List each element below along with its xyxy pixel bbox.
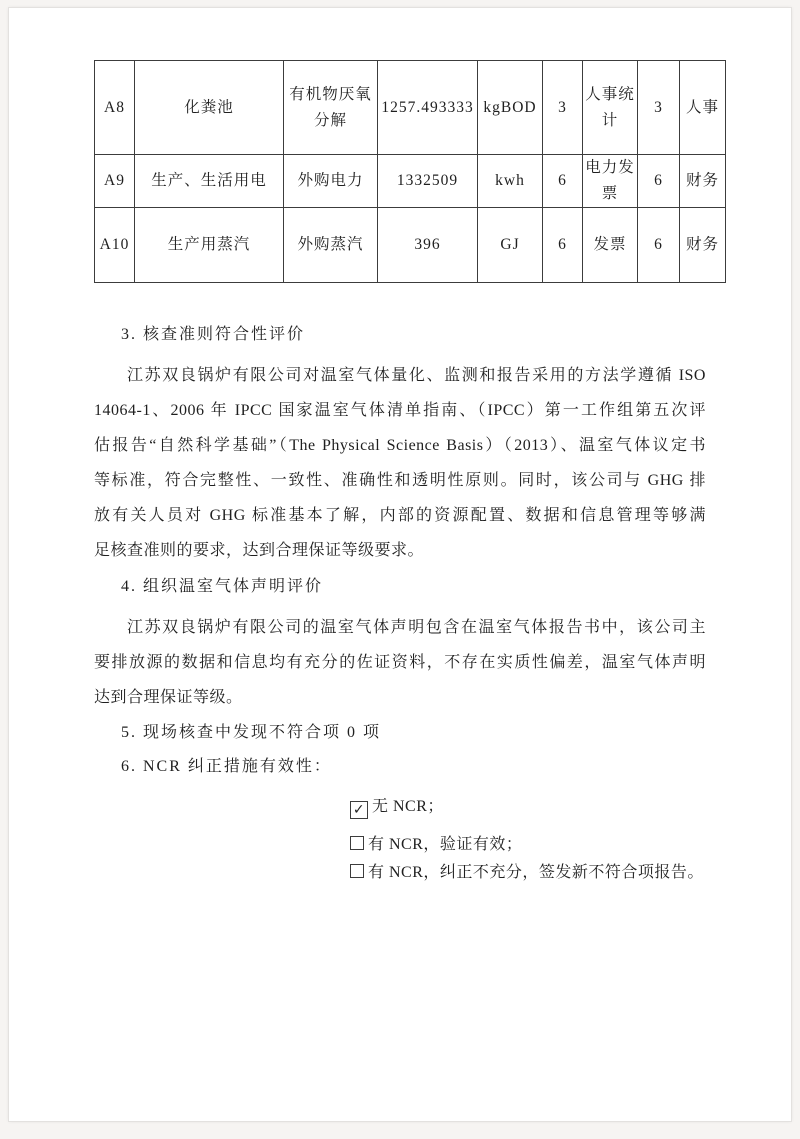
section-3-heading: 3. 核查准则符合性评价 bbox=[121, 326, 306, 343]
ncr-option bbox=[350, 795, 706, 819]
cell-source: 生产用蒸汽 bbox=[135, 208, 284, 283]
cell-id: A10 bbox=[95, 208, 135, 283]
ncr-option-label: 无 NCR； bbox=[372, 798, 444, 815]
section-4-heading: 4. 组织温室气体声明评价 bbox=[121, 578, 324, 595]
cell-frequency: 6 bbox=[543, 208, 583, 283]
paragraph-line: 等标准，符合完整性、一致性、准确性和透明性原则。同时，该公司与 GHG 排 bbox=[94, 472, 706, 489]
cell-source: 化粪池 bbox=[135, 61, 284, 155]
checkbox-icon bbox=[350, 836, 364, 850]
cell-category: 有机物厌氧分解 bbox=[284, 61, 378, 155]
checkbox-icon bbox=[350, 801, 368, 819]
cell-department: 财务 bbox=[680, 208, 726, 283]
paragraph-line: 要排放源的数据和信息均有充分的佐证资料，不存在实质性偏差，温室气体声明 bbox=[94, 654, 706, 671]
cell-department: 财务 bbox=[680, 155, 726, 208]
cell-department: 人事 bbox=[680, 61, 726, 155]
section-6-heading: 6. NCR 纠正措施有效性： bbox=[121, 758, 332, 775]
ncr-option-label: 有 NCR，验证有效； bbox=[368, 836, 523, 853]
paragraph-line: 足核查准则的要求，达到合理保证等级要求。 bbox=[94, 542, 425, 559]
check-icon: ✓ bbox=[352, 802, 366, 818]
table-row bbox=[95, 155, 726, 208]
paragraph-line: 估报告“自然科学基础”（The Physical Science Basis）（2013）、温室气体议定书 bbox=[94, 437, 706, 454]
table-row bbox=[95, 208, 726, 283]
cell-id: A9 bbox=[95, 155, 135, 208]
checkbox-icon bbox=[350, 864, 364, 878]
section-4-paragraph bbox=[94, 610, 706, 715]
cell-frequency-2: 6 bbox=[638, 155, 680, 208]
cell-evidence: 发票 bbox=[583, 208, 638, 283]
cell-evidence: 电力发票 bbox=[583, 155, 638, 208]
table-row bbox=[95, 61, 726, 155]
cell-id: A8 bbox=[95, 61, 135, 155]
paragraph-line: 江苏双良锅炉有限公司对温室气体量化、监测和报告采用的方法学遵循 ISO bbox=[127, 367, 706, 384]
ncr-option bbox=[350, 859, 706, 887]
cell-frequency: 6 bbox=[543, 155, 583, 208]
cell-value: 1257.493333 bbox=[378, 61, 478, 155]
cell-value: 396 bbox=[378, 208, 478, 283]
cell-unit: kwh bbox=[478, 155, 543, 208]
verification-data-table bbox=[94, 60, 726, 283]
cell-category: 外购蒸汽 bbox=[284, 208, 378, 283]
cell-unit: GJ bbox=[478, 208, 543, 283]
ncr-option-label: 有 NCR，纠正不充分，签发新不符合项报告。 bbox=[368, 864, 704, 881]
paragraph-line: 14064-1、2006 年 IPCC 国家温室气体清单指南、（IPCC）第一工作组第五次评 bbox=[94, 402, 706, 419]
cell-frequency-2: 3 bbox=[638, 61, 680, 155]
cell-category: 外购电力 bbox=[284, 155, 378, 208]
paragraph-line: 放有关人员对 GHG 标准基本了解，内部的资源配置、数据和信息管理等够满 bbox=[94, 507, 706, 524]
section-5-heading: 5. 现场核查中发现不符合项 0 项 bbox=[121, 724, 382, 741]
document-page bbox=[9, 8, 791, 1121]
paragraph-line: 达到合理保证等级。 bbox=[94, 689, 243, 706]
ncr-options bbox=[350, 795, 706, 887]
cell-value: 1332509 bbox=[378, 155, 478, 208]
cell-source: 生产、生活用电 bbox=[135, 155, 284, 208]
cell-frequency-2: 6 bbox=[638, 208, 680, 283]
cell-frequency: 3 bbox=[543, 61, 583, 155]
cell-evidence: 人事统计 bbox=[583, 61, 638, 155]
page-content bbox=[9, 8, 791, 887]
paragraph-line: 江苏双良锅炉有限公司的温室气体声明包含在温室气体报告书中，该公司主 bbox=[127, 619, 706, 636]
cell-unit: kgBOD bbox=[478, 61, 543, 155]
ncr-option bbox=[350, 831, 706, 859]
section-3-paragraph bbox=[94, 358, 706, 568]
